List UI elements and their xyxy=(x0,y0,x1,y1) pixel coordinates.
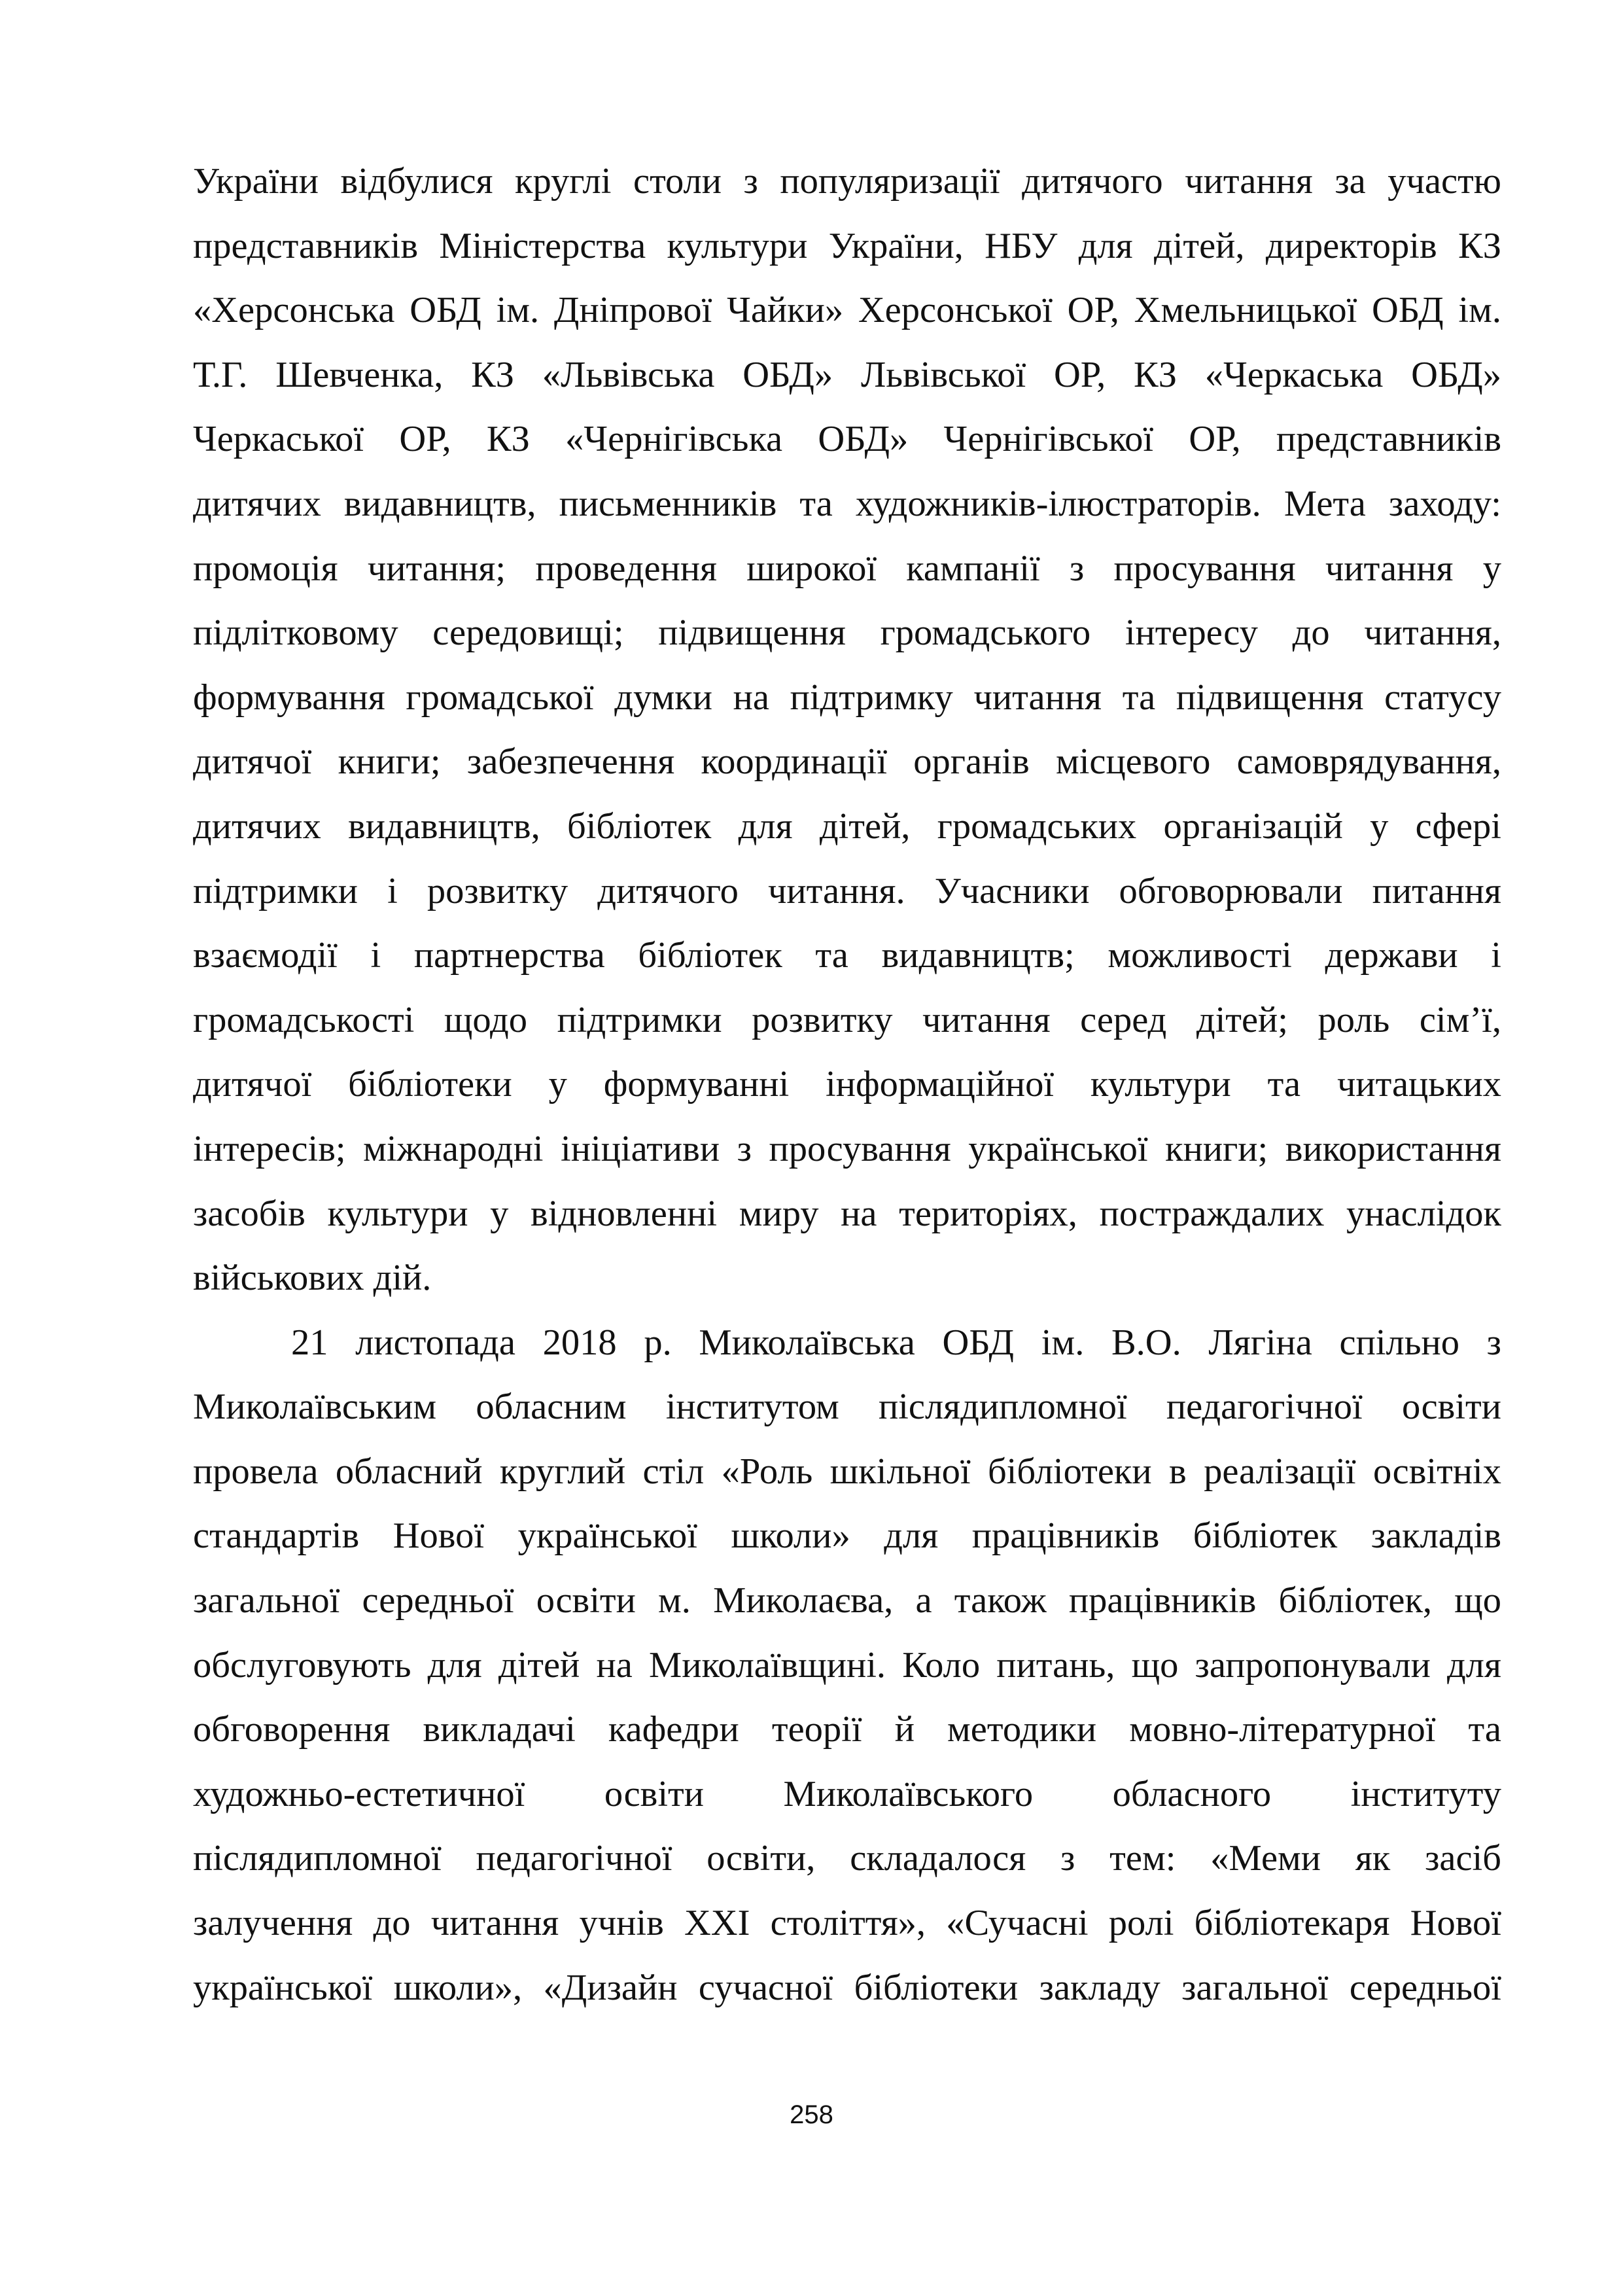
text-line: дитячих видавництв, письменників та художників-ілюстраторів. Мета заходу: xyxy=(193,483,1501,524)
text-line: «Херсонська ОБД ім. Дніпрової Чайки» Херсонської ОР, Хмельницької ОБД ім. xyxy=(193,290,1501,331)
text-line: представників Міністерства культури України, НБУ для дітей, директорів КЗ xyxy=(193,225,1501,266)
body-text xyxy=(193,149,1501,2020)
text-line: провела обласний круглий стіл «Роль шкільної бібліотеки в реалізації освітніх xyxy=(193,1451,1501,1492)
paragraph-first-line: 21 листопада 2018 р. Миколаївська ОБД ім. В.О. Лягіна спільно з xyxy=(291,1322,1501,1363)
text-line: Черкаської ОР, КЗ «Чернігівська ОБД» Чернігівської ОР, представників xyxy=(193,419,1501,460)
text-line: взаємодії і партнерства бібліотек та видавництв; можливості держави і xyxy=(193,935,1501,976)
text-line: післядипломної педагогічної освіти, складалося з тем: «Меми як засіб xyxy=(193,1838,1501,1879)
paragraph-end-line: військових дій. xyxy=(193,1258,432,1299)
text-line: промоція читання; проведення широкої кампанії з просування читання у xyxy=(193,548,1501,589)
text-line: засобів культури у відновленні миру на територіях, постраждалих унаслідок xyxy=(193,1193,1501,1234)
text-line: громадськості щодо підтримки розвитку читання серед дітей; роль сім’ї, xyxy=(193,999,1501,1040)
text-line: художньо-естетичної освіти Миколаївського обласного інституту xyxy=(193,1773,1501,1814)
text-line: дитячої книги; забезпечення координації органів місцевого самоврядування, xyxy=(193,741,1501,783)
text-line: формування громадської думки на підтримку читання та підвищення статусу xyxy=(193,677,1501,718)
text-line: України відбулися круглі столи з популяризації дитячого читання за участю xyxy=(193,161,1501,202)
text-line: підтримки і розвитку дитячого читання. Учасники обговорювали питання xyxy=(193,870,1501,911)
text-line: дитячої бібліотеки у формуванні інформаційної культури та читацьких xyxy=(193,1064,1501,1105)
text-line: обслуговують для дітей на Миколаївщині. Коло питань, що запропонували для xyxy=(193,1644,1501,1686)
text-line: української школи», «Дизайн сучасної бібліотеки закладу загальної середньої xyxy=(193,1967,1501,2008)
text-line: обговорення викладачі кафедри теорії й методики мовно-літературної та xyxy=(193,1709,1501,1750)
text-line: стандартів Нової української школи» для працівників бібліотек закладів xyxy=(193,1515,1501,1557)
text-line: дитячих видавництв, бібліотек для дітей, громадських організацій у сфері xyxy=(193,805,1501,847)
text-line: Миколаївським обласним інститутом післядипломної педагогічної освіти xyxy=(193,1386,1501,1428)
text-line: підлітковому середовищі; підвищення громадського інтересу до читання, xyxy=(193,612,1501,654)
text-line: інтересів; міжнародні ініціативи з просування української книги; використання xyxy=(193,1128,1501,1169)
text-line: загальної середньої освіти м. Миколаєва, а також працівників бібліотек, що xyxy=(193,1580,1501,1621)
text-line: Т.Г. Шевченка, КЗ «Львівська ОБД» Львівської ОР, КЗ «Черкаська ОБД» xyxy=(193,354,1501,395)
page-number: 258 xyxy=(790,2100,833,2129)
text-line: залучення до читання учнів ХХІ століття», «Сучасні ролі бібліотекаря Нової xyxy=(193,1903,1501,1944)
